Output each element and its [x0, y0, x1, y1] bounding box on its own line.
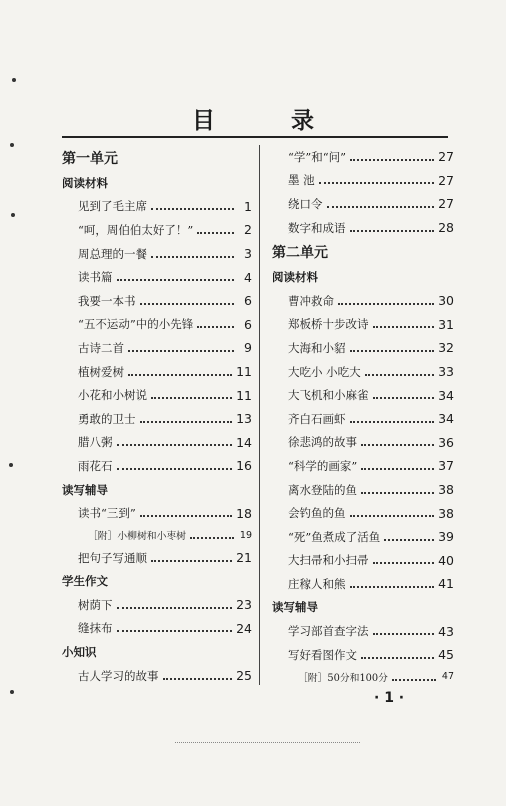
- dot-leader: [338, 303, 434, 305]
- toc-entry-page: 27: [438, 149, 454, 165]
- toc-entry-title: 雨花石: [78, 458, 113, 473]
- dot-leader: [117, 468, 233, 470]
- toc-entry: [272, 407, 454, 431]
- toc-entry-title: 把句子写通顺: [78, 550, 147, 565]
- toc-entry-page: 21: [236, 550, 252, 566]
- toc-entry-page: 47: [441, 671, 454, 683]
- section-heading-label: 学生作文: [62, 574, 108, 589]
- dot-leader: [350, 586, 435, 588]
- toc-entry: [62, 525, 252, 546]
- column-divider: [259, 145, 260, 685]
- dot-leader: [128, 374, 232, 376]
- dot-leader: [117, 444, 233, 446]
- toc-entry-page: 33: [438, 364, 454, 380]
- toc-entry-title: 见到了毛主席: [78, 199, 147, 214]
- toc-entry-page: 1: [244, 198, 252, 214]
- toc-entry: [272, 313, 454, 337]
- toc-entry-page: 43: [438, 623, 454, 639]
- toc-entry-page: 2: [244, 222, 252, 238]
- toc-entry-title: 庄稼人和熊: [288, 576, 346, 591]
- toc-entry-page: 24: [236, 620, 252, 636]
- toc-entry-title: 会钓鱼的鱼: [288, 506, 346, 521]
- section-heading: [62, 570, 252, 594]
- toc-entry-title: 大吃小 小吃大: [288, 364, 361, 379]
- toc-entry-title: ［附］小柳树和小枣树: [88, 531, 186, 543]
- toc-entry: [272, 360, 454, 384]
- section-heading-label: 阅读材料: [272, 270, 318, 285]
- section-heading: [272, 265, 454, 289]
- toc-entry: [272, 336, 454, 360]
- toc-entry-title: 植树爱树: [78, 364, 124, 379]
- toc-entry-page: 38: [438, 482, 454, 498]
- toc-entry: [272, 478, 454, 502]
- toc-entry-title: 郑板桥十步改诗: [288, 317, 369, 332]
- toc-entry: [62, 289, 252, 313]
- toc-entry-title: “学”和“问”: [288, 149, 347, 164]
- toc-entry: [272, 431, 454, 455]
- toc-entry-title: 数字和成语: [288, 220, 346, 235]
- toc-entry-title: 墨 池: [288, 173, 315, 188]
- toc-entry-page: 3: [244, 246, 252, 262]
- toc-entry-title: 齐白石画虾: [288, 411, 346, 426]
- toc-entry: [272, 572, 454, 596]
- dot-leader: [151, 560, 232, 562]
- toc-left-column: [62, 145, 252, 687]
- toc-entry-title: 大海和小貂: [288, 340, 346, 355]
- dot-leader: [197, 232, 234, 234]
- dot-leader: [350, 350, 435, 352]
- toc-entry-page: 23: [236, 597, 252, 613]
- toc-entry: [62, 242, 252, 266]
- dot-leader: [163, 678, 233, 680]
- toc-entry-title: 大扫帚和小扫帚: [288, 553, 369, 568]
- section-heading-label: 读写辅导: [62, 482, 108, 497]
- toc-entry-title: 古诗二首: [78, 340, 124, 355]
- dot-leader: [365, 374, 434, 376]
- toc-right-column: [272, 145, 454, 687]
- toc-entry-page: 37: [438, 458, 454, 474]
- section-heading-label: 读写辅导: [272, 600, 318, 615]
- toc-entry-title: 我要一本书: [78, 293, 136, 308]
- toc-entry-page: 16: [236, 458, 252, 474]
- dot-leader: [327, 206, 435, 208]
- toc-entry-title: 徐悲鸿的故事: [288, 435, 357, 450]
- toc-entry: [62, 431, 252, 455]
- toc-entry-title: 离水登陆的鱼: [288, 482, 357, 497]
- section-heading: [62, 640, 252, 664]
- toc-entry: [62, 407, 252, 431]
- toc-entry: [272, 525, 454, 549]
- dot-leader: [361, 657, 434, 659]
- dot-leader: [373, 562, 435, 564]
- toc-entry: [62, 454, 252, 478]
- scan-speck: [10, 690, 14, 694]
- toc-entry: [272, 192, 454, 216]
- toc-entry-title: 小花和小树说: [78, 388, 147, 403]
- toc-entry: [62, 593, 252, 617]
- toc-entry: [272, 549, 454, 573]
- dot-leader: [373, 397, 435, 399]
- section-heading: [62, 478, 252, 502]
- dot-leader: [190, 537, 234, 539]
- toc-entry: [62, 360, 252, 384]
- toc-entry: [62, 546, 252, 570]
- toc-entry: [272, 619, 454, 643]
- toc-entry-page: 14: [236, 434, 252, 450]
- section-heading-label: 阅读材料: [62, 175, 108, 190]
- toc-entry: [272, 383, 454, 407]
- dot-leader: [350, 421, 435, 423]
- section-heading: [272, 596, 454, 620]
- unit-heading-label: 第一单元: [62, 151, 118, 167]
- dot-leader: [140, 515, 232, 517]
- scan-speck: [10, 143, 14, 147]
- toc-entry: [62, 195, 252, 219]
- dot-leader: [151, 397, 232, 399]
- toc-entry: [272, 643, 454, 667]
- unit-heading: [62, 145, 252, 171]
- section-heading-label: 小知识: [62, 645, 97, 660]
- toc-entry: [62, 336, 252, 360]
- unit-heading: [272, 239, 454, 265]
- dot-leader: [151, 256, 234, 258]
- toc-entry-title: 学习部首查字法: [288, 624, 369, 639]
- dot-leader: [140, 421, 233, 423]
- toc-entry-title: 大飞机和小麻雀: [288, 388, 369, 403]
- scan-speck: [12, 78, 16, 82]
- toc-entry: [272, 145, 454, 169]
- dot-leader: [361, 492, 434, 494]
- toc-entry: [62, 383, 252, 407]
- dot-leader: [373, 633, 435, 635]
- toc-entry-page: 11: [236, 387, 252, 403]
- toc-entry-title: 勇敢的卫士: [78, 411, 136, 426]
- toc-entry-page: 31: [438, 316, 454, 332]
- dot-leader: [197, 326, 234, 328]
- toc-entry-page: 6: [244, 293, 252, 309]
- scan-speck: [11, 213, 15, 217]
- toc-entry-title: 写好看图作文: [288, 647, 357, 662]
- toc-entry-page: 30: [438, 293, 454, 309]
- toc-entry: [62, 664, 252, 688]
- dot-leader: [350, 159, 434, 161]
- dot-leader: [151, 208, 234, 210]
- toc-entry-page: 19: [239, 529, 252, 541]
- page-number: · 1 ·: [374, 690, 405, 706]
- toc-entry-page: 34: [438, 411, 454, 427]
- scan-mark: [175, 742, 360, 743]
- toc-entry: [272, 666, 454, 687]
- dot-leader: [373, 326, 435, 328]
- dot-leader: [117, 607, 233, 609]
- toc-entry-page: 6: [244, 316, 252, 332]
- toc-entry-page: 36: [438, 434, 454, 450]
- toc-entry: [272, 169, 454, 193]
- page-title: 目 录: [191, 108, 348, 134]
- toc-entry-title: “死”鱼煮成了活鱼: [288, 529, 381, 544]
- title-rule: [62, 136, 448, 138]
- unit-heading-label: 第二单元: [272, 245, 328, 262]
- toc-entry-page: 41: [438, 576, 454, 592]
- toc-entry: [62, 265, 252, 289]
- toc-entry-title: 周总理的一餐: [78, 246, 147, 261]
- toc-entry-title: 读书篇: [78, 270, 113, 285]
- toc-entry-title: 腊八粥: [78, 435, 113, 450]
- toc-entry-page: 18: [236, 505, 252, 521]
- toc-entry: [62, 313, 252, 337]
- dot-leader: [319, 182, 434, 184]
- scan-speck: [9, 463, 13, 467]
- toc-entry-title: ［附］50分和100分: [298, 672, 388, 684]
- toc-entry-title: “呵，周伯伯太好了！”: [78, 222, 194, 237]
- dot-leader: [350, 515, 435, 517]
- toc-entry-page: 27: [438, 172, 454, 188]
- toc-entry-page: 40: [438, 552, 454, 568]
- toc-entry-page: 28: [438, 220, 454, 236]
- dot-leader: [361, 468, 434, 470]
- toc-entry-page: 4: [244, 269, 252, 285]
- toc-entry-page: 9: [244, 340, 252, 356]
- toc-entry-title: 曹冲救命: [288, 293, 334, 308]
- dot-leader: [117, 279, 235, 281]
- dot-leader: [128, 350, 234, 352]
- toc-entry-title: “五不运动”中的小先锋: [78, 317, 194, 332]
- toc-entry-title: 古人学习的故事: [78, 668, 159, 683]
- toc-entry-page: 38: [438, 505, 454, 521]
- toc-entry-title: 绕口令: [288, 196, 323, 211]
- toc-entry-page: 39: [438, 529, 454, 545]
- toc-entry-page: 34: [438, 387, 454, 403]
- toc-entry: [62, 218, 252, 242]
- toc-entry-page: 13: [236, 411, 252, 427]
- dot-leader: [361, 444, 434, 446]
- toc-entry-page: 11: [236, 364, 252, 380]
- toc-entry-title: 读书“三到”: [78, 506, 136, 521]
- dot-leader: [384, 539, 434, 541]
- toc-entry-title: 缝抹布: [78, 621, 113, 636]
- dot-leader: [140, 303, 235, 305]
- toc-entry-title: 树荫下: [78, 597, 113, 612]
- toc-entry-page: 27: [438, 196, 454, 212]
- toc-entry: [62, 617, 252, 641]
- dot-leader: [117, 630, 233, 632]
- dot-leader: [392, 679, 436, 681]
- toc-entry: [272, 216, 454, 240]
- toc-entry: [272, 454, 454, 478]
- toc-entry: [272, 501, 454, 525]
- toc-entry-page: 32: [438, 340, 454, 356]
- toc-entry: [272, 289, 454, 313]
- toc-entry-page: 45: [438, 647, 454, 663]
- dot-leader: [350, 230, 435, 232]
- toc-entry: [62, 501, 252, 525]
- toc-entry-title: “科学的画家”: [288, 458, 358, 473]
- toc-entry-page: 25: [236, 668, 252, 684]
- section-heading: [62, 171, 252, 195]
